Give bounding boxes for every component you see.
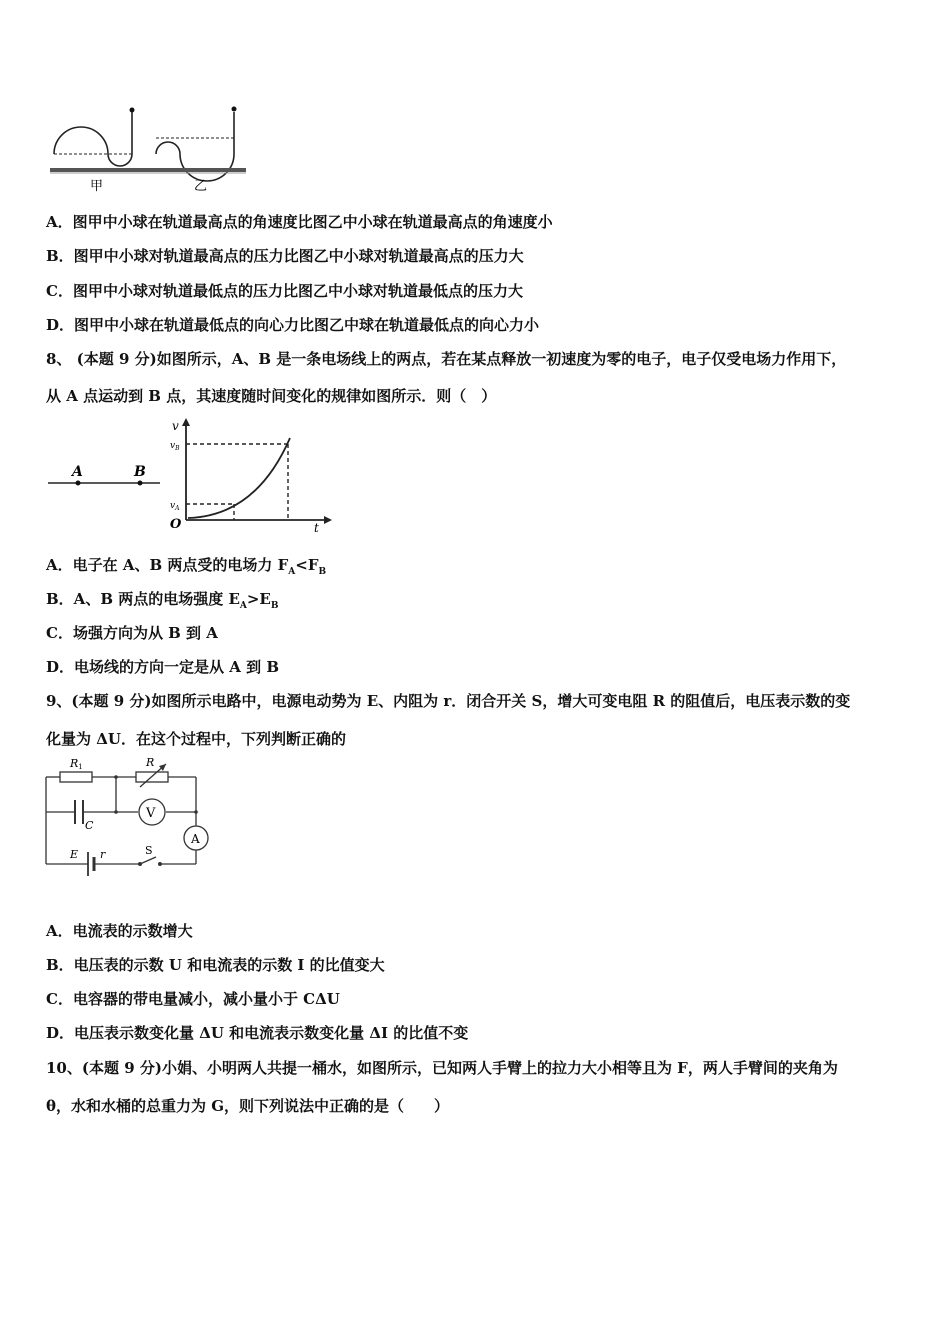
q8-option-a[interactable]: A．电子在 A、B 两点受的电场力 $F_A<F_B$ xyxy=(46,556,327,577)
q7-option-b[interactable]: B．图甲中小球对轨道最高点的压力比图乙中小球对轨道最高点的压力大 xyxy=(46,247,524,265)
q8-option-c[interactable]: C．场强方向为从 B 到 A xyxy=(46,624,218,642)
q8-option-b[interactable]: B．A、B 两点的电场强度 $E_A>E_B$ xyxy=(46,590,279,611)
label-c: C xyxy=(85,819,94,832)
switch-s xyxy=(140,857,156,864)
label-s: S xyxy=(145,844,153,857)
velocity-curve xyxy=(188,438,290,518)
q8-stem-line2: 从 A 点运动到 B 点，其速度随时间变化的规律如图所示．则（ ） xyxy=(46,387,497,405)
circuit-diagram xyxy=(40,752,215,887)
label-r-internal: r xyxy=(100,848,106,861)
q8-stem-line1: 8、 (本题 9 分)如图所示，A、B 是一条电场线上的两点，若在某点释放一初速度为零的电子，电子仅受电场力作用下， xyxy=(46,350,847,368)
q9-option-c[interactable]: C．电容器的带电量减小，减小量小于 CΔU xyxy=(46,990,340,1008)
label-jia: 甲 xyxy=(90,179,104,194)
axis-v-label: v xyxy=(172,419,179,433)
label-yi: 乙 xyxy=(194,179,208,194)
q8-option-d[interactable]: D．电场线的方向一定是从 A 到 B xyxy=(46,658,279,676)
label-e: E xyxy=(70,848,79,861)
point-a xyxy=(76,481,81,486)
q9-option-b[interactable]: B．电压表的示数 U 和电流表的示数 I 的比值变大 xyxy=(46,956,385,974)
q7-option-d[interactable]: D．图甲中小球在轨道最低点的向心力比图乙中球在轨道最低点的向心力小 xyxy=(46,316,540,334)
track-jia xyxy=(54,112,132,166)
tick-vb: $v_B$ xyxy=(170,441,180,452)
ball-yi xyxy=(232,107,237,112)
q9-option-a[interactable]: A．电流表的示数增大 xyxy=(46,922,193,940)
track-figure xyxy=(44,100,254,196)
origin-label: O xyxy=(170,517,182,532)
q10-stem-line1: 10、(本题 9 分)小娟、小明两人共提一桶水，如图所示，已知两人手臂上的拉力大小相等且为 F，两人手臂间的夹角为 xyxy=(46,1059,838,1077)
axis-t-label: t xyxy=(314,521,319,535)
label-b: B xyxy=(134,464,146,480)
q9-stem-line1: 9、(本题 9 分)如图所示电路中，电源电动势为 E、内阻为 r．闭合开关 S，增大可变电阻 R 的阻值后，电压表示数的变 xyxy=(46,692,851,710)
field-line-figure xyxy=(44,460,164,500)
label-r1: R1 xyxy=(70,757,83,771)
q7-option-a[interactable]: A．图甲中小球在轨道最高点的角速度比图乙中小球在轨道最高点的角速度小 xyxy=(46,213,553,231)
label-v: V xyxy=(146,806,156,821)
ball-jia xyxy=(130,108,135,113)
label-a-meter: A xyxy=(191,832,200,846)
point-b xyxy=(138,481,143,486)
resistor-r1 xyxy=(60,772,92,782)
label-r: R xyxy=(146,756,155,769)
q9-option-d[interactable]: D．电压表示数变化量 ΔU 和电流表示数变化量 ΔI 的比值不变 xyxy=(46,1024,469,1042)
q7-option-c[interactable]: C．图甲中小球对轨道最低点的压力比图乙中小球对轨道最低点的压力大 xyxy=(46,282,523,300)
tick-va: $v_A$ xyxy=(170,501,180,512)
q10-stem-line2: θ，水和水桶的总重力为 G，则下列说法中正确的是（ ） xyxy=(46,1097,450,1115)
ground xyxy=(50,168,246,172)
velocity-time-graph xyxy=(166,416,336,536)
q9-stem-line2: 化量为 ΔU．在这个过程中，下列判断正确的 xyxy=(46,730,346,748)
label-a: A xyxy=(72,464,83,480)
